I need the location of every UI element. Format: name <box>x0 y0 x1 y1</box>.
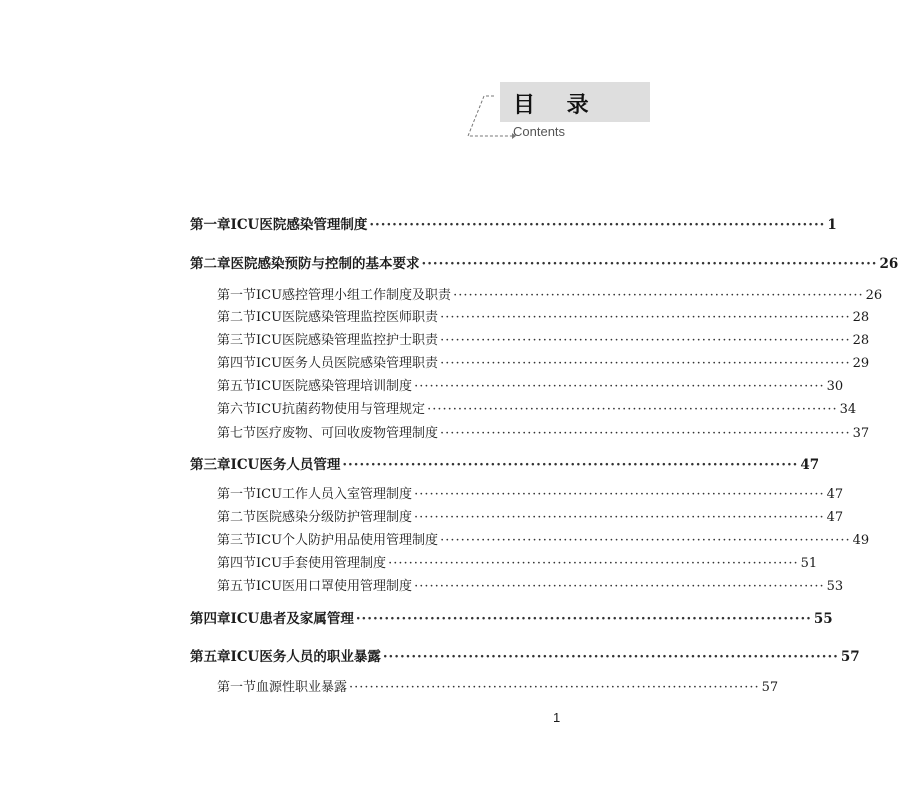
dot-leader: ················································································ <box>414 579 825 594</box>
entry-page-number: 26 <box>865 288 883 303</box>
toc-subtitle: Contents <box>513 124 566 139</box>
entry-page-number: 29 <box>852 356 870 371</box>
dot-leader: ················································································ <box>421 256 878 272</box>
entry-number: 第五节 <box>217 379 257 394</box>
dot-leader: ················································································ <box>453 288 864 303</box>
entry-page-number: 47 <box>800 457 820 473</box>
dot-leader: ················································································ <box>427 402 838 417</box>
entry-number: 第三节 <box>217 333 257 348</box>
entry-title: ICU医院感染管理监控护士职责 <box>256 333 439 348</box>
entry-number: 第三节 <box>217 533 257 548</box>
entry-number: 第一节 <box>217 487 257 502</box>
entry-page-number: 26 <box>879 256 898 272</box>
toc-section-entry[interactable] <box>217 398 857 417</box>
dot-leader: ················································································ <box>440 426 851 441</box>
entry-title: ICU医务人员管理 <box>230 457 341 473</box>
entry-title: 血源性职业暴露 <box>256 680 348 695</box>
entry-title: ICU抗菌药物使用与管理规定 <box>256 402 426 417</box>
entry-number: 第一节 <box>217 288 257 303</box>
toc-chapter-entry[interactable] <box>190 213 837 233</box>
toc-section-entry[interactable] <box>217 422 870 441</box>
entry-number: 第一章 <box>190 217 231 233</box>
entry-title: ICU医务人员的职业暴露 <box>230 649 381 665</box>
entry-number: 第五节 <box>217 579 257 594</box>
dot-leader: ················································································ <box>355 611 812 627</box>
entry-number: 第五章 <box>190 649 231 665</box>
dot-leader: ················································································ <box>440 310 851 325</box>
decorative-dashed-lines <box>466 94 516 139</box>
entry-page-number: 34 <box>839 402 857 417</box>
entry-number: 第二节 <box>217 510 257 525</box>
toc-title: 目 录 <box>513 93 601 118</box>
entry-page-number: 47 <box>826 510 844 525</box>
toc-section-entry[interactable] <box>217 552 818 571</box>
entry-page-number: 57 <box>840 649 860 665</box>
toc-section-entry[interactable] <box>217 506 844 525</box>
entry-title: ICU感控管理小组工作制度及职责 <box>256 288 452 303</box>
toc-chapter-entry[interactable] <box>190 645 860 665</box>
toc-section-entry[interactable] <box>217 352 870 371</box>
entry-title: ICU个人防护用品使用管理制度 <box>256 533 439 548</box>
entry-title: ICU医务人员医院感染管理职责 <box>256 356 439 371</box>
entry-number: 第三章 <box>190 457 231 473</box>
page-number: 1 <box>553 710 561 725</box>
entry-page-number: 53 <box>826 579 844 594</box>
entry-page-number: 1 <box>827 217 837 233</box>
toc-section-entry[interactable] <box>217 483 844 502</box>
entry-title: 医院感染预防与控制的基本要求 <box>230 256 420 272</box>
entry-title: ICU工作人员入室管理制度 <box>256 487 413 502</box>
toc-section-entry[interactable] <box>217 375 844 394</box>
entry-page-number: 47 <box>826 487 844 502</box>
entry-title: ICU患者及家属管理 <box>230 611 354 627</box>
entry-page-number: 37 <box>852 426 870 441</box>
dot-leader: ················································································ <box>382 649 839 665</box>
entry-title: ICU医院感染管理监控医师职责 <box>256 310 439 325</box>
entry-title: ICU医院感染管理制度 <box>230 217 368 233</box>
dot-leader: ················································································ <box>440 356 851 371</box>
entry-page-number: 30 <box>826 379 844 394</box>
entry-number: 第二章 <box>190 256 231 272</box>
entry-title: ICU医用口罩使用管理制度 <box>256 579 413 594</box>
entry-number: 第二节 <box>217 310 257 325</box>
dot-leader: ················································································ <box>414 510 825 525</box>
dot-leader: ················································································ <box>388 556 799 571</box>
dot-leader: ················································································ <box>414 487 825 502</box>
dot-leader: ················································································ <box>440 533 851 548</box>
entry-page-number: 49 <box>852 533 870 548</box>
dot-leader: ················································································ <box>369 217 826 233</box>
entry-title: 医疗废物、可回收废物管理制度 <box>256 426 439 441</box>
toc-chapter-entry[interactable] <box>190 453 820 473</box>
entry-page-number: 55 <box>813 611 833 627</box>
entry-page-number: 28 <box>852 310 870 325</box>
entry-page-number: 57 <box>761 680 779 695</box>
dot-leader: ················································································ <box>342 457 799 473</box>
toc-section-entry[interactable] <box>217 306 870 325</box>
entry-number: 第四章 <box>190 611 231 627</box>
entry-title: 医院感染分级防护管理制度 <box>256 510 413 525</box>
entry-page-number: 28 <box>852 333 870 348</box>
toc-chapter-entry[interactable] <box>190 607 833 627</box>
toc-section-entry[interactable] <box>217 529 870 548</box>
toc-section-entry[interactable] <box>217 284 883 303</box>
dot-leader: ················································································ <box>349 680 760 695</box>
toc-section-entry[interactable] <box>217 575 844 594</box>
toc-section-entry[interactable] <box>217 329 870 348</box>
entry-number: 第四节 <box>217 356 257 371</box>
entry-title: ICU医院感染管理培训制度 <box>256 379 413 394</box>
dot-leader: ················································································ <box>440 333 851 348</box>
entry-page-number: 51 <box>800 556 818 571</box>
dot-leader: ················································································ <box>414 379 825 394</box>
entry-number: 第四节 <box>217 556 257 571</box>
entry-number: 第一节 <box>217 680 257 695</box>
entry-number: 第七节 <box>217 426 257 441</box>
toc-chapter-entry[interactable] <box>190 252 898 272</box>
entry-title: ICU手套使用管理制度 <box>256 556 387 571</box>
entry-number: 第六节 <box>217 402 257 417</box>
toc-section-entry[interactable] <box>217 676 779 695</box>
